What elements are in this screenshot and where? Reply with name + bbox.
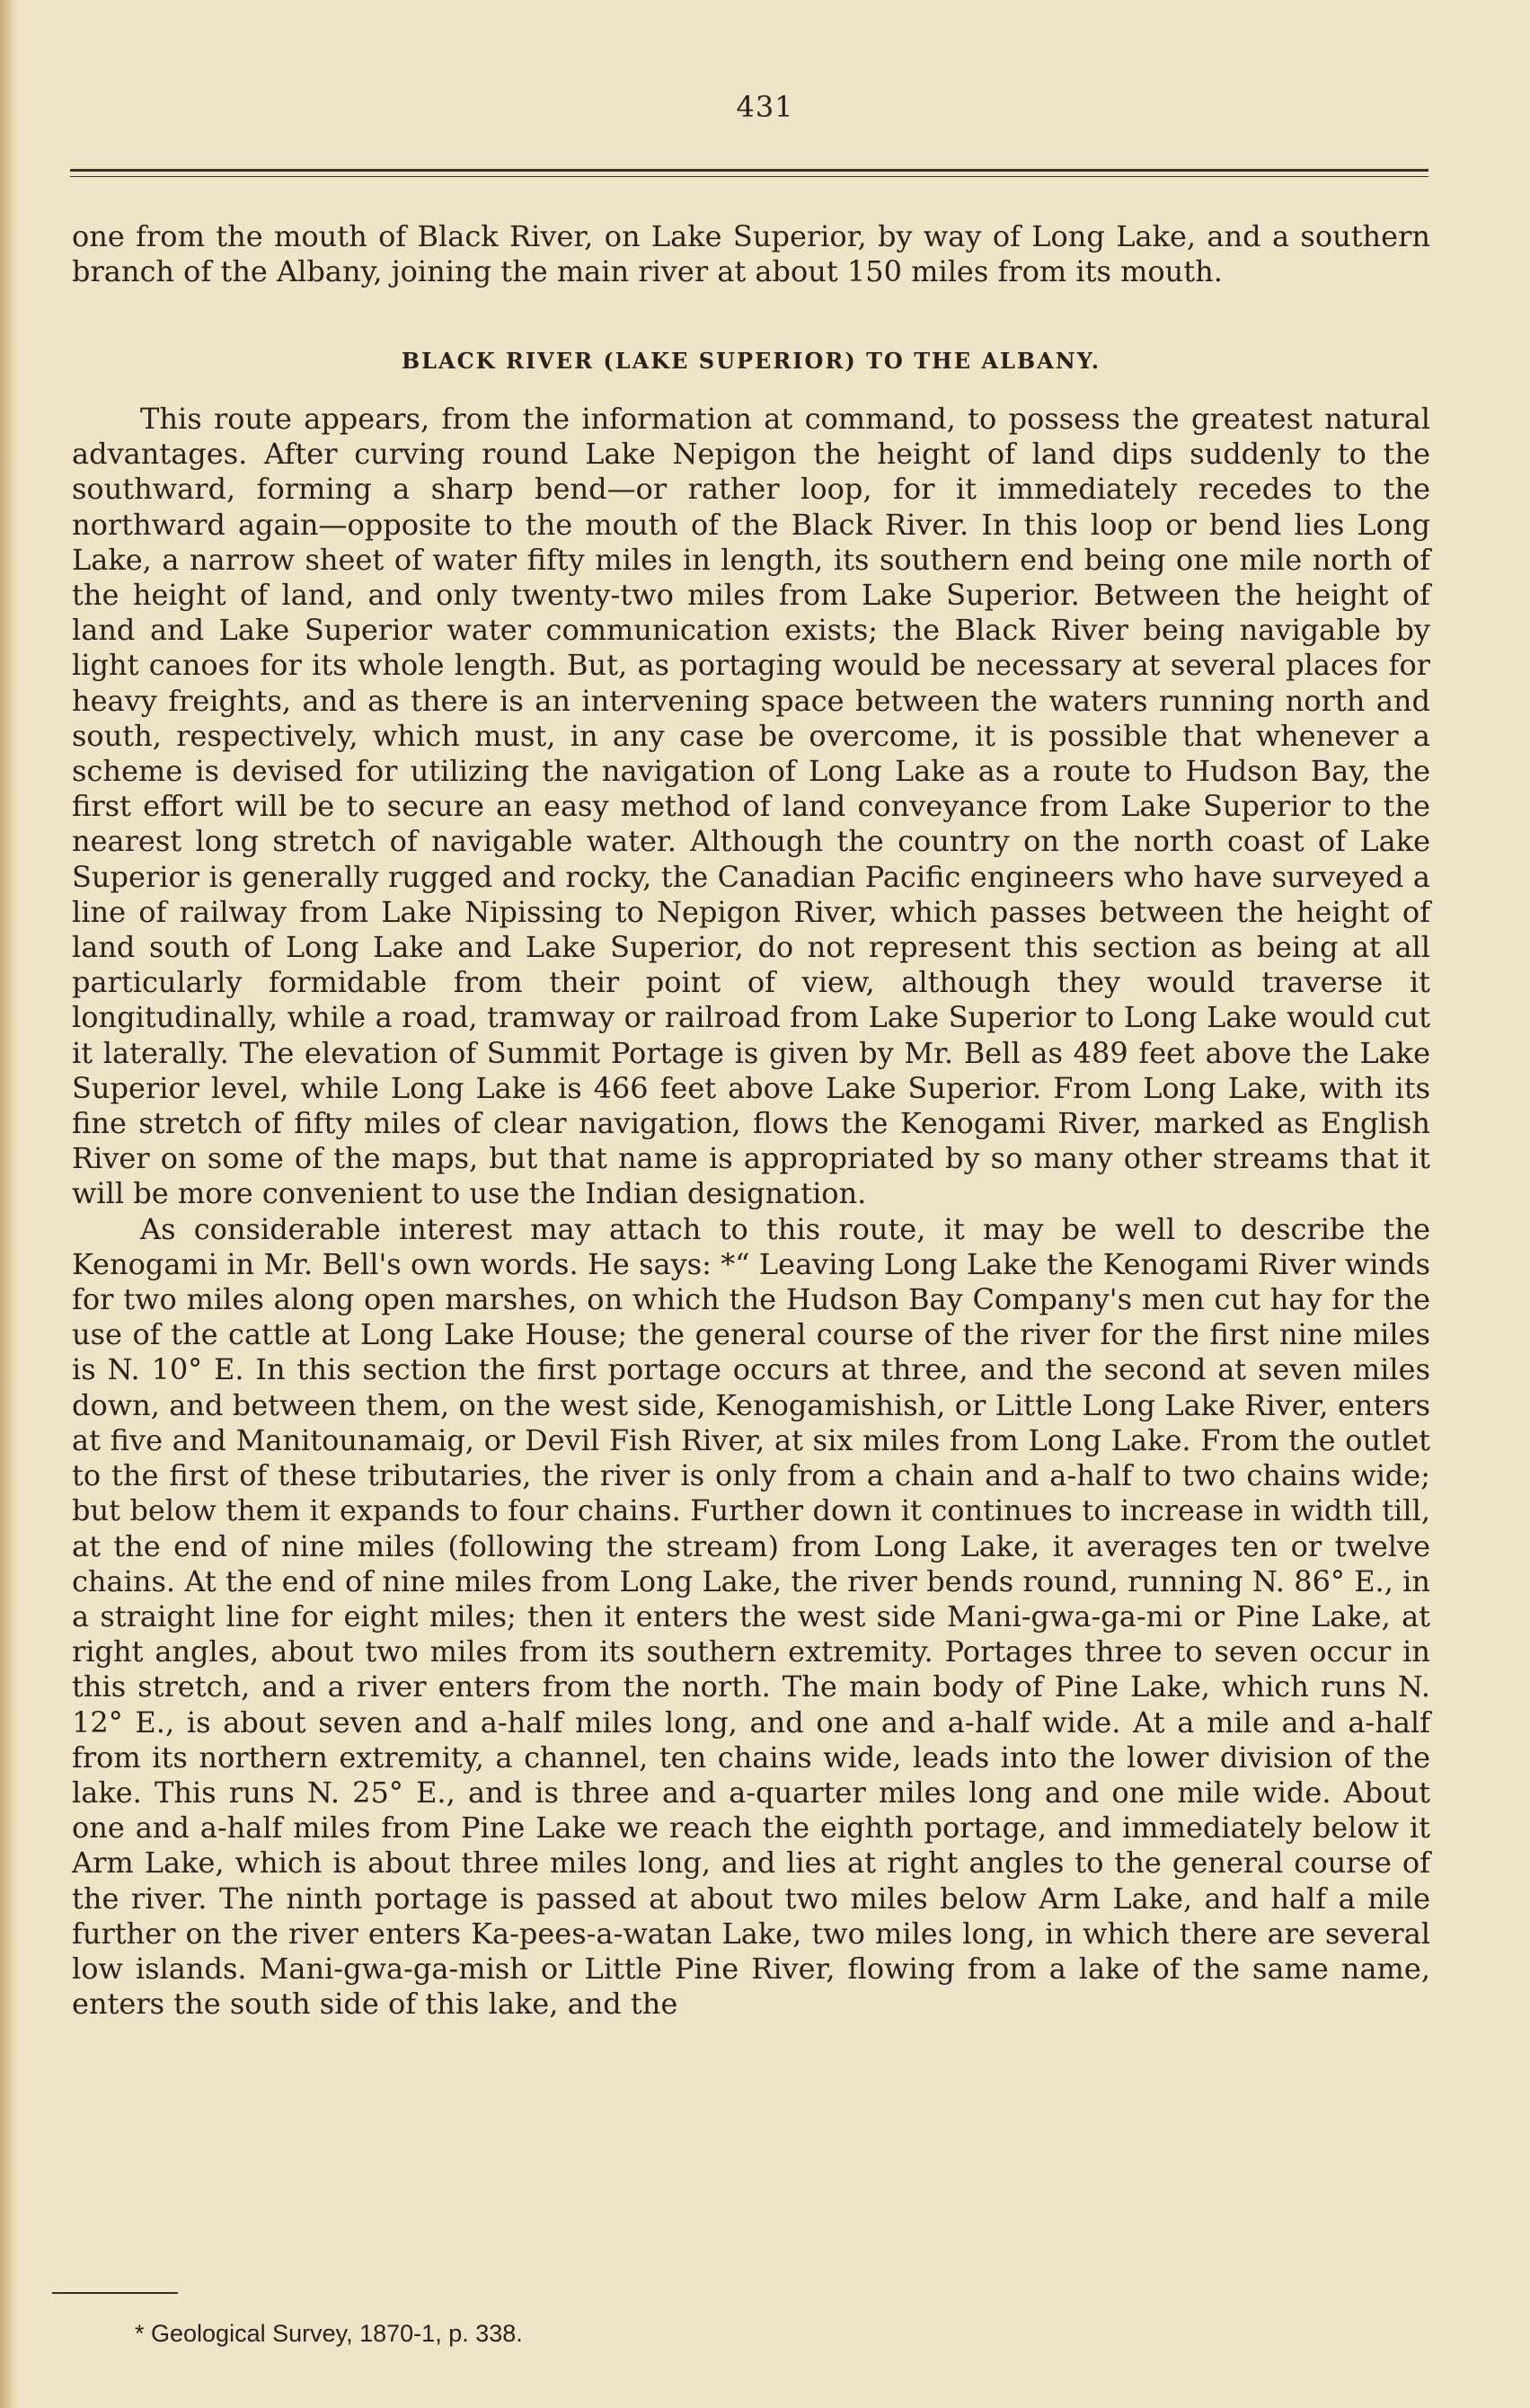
body-text [72, 402, 1430, 2022]
page-edge [0, 0, 20, 2408]
page-number: 431 [736, 90, 794, 124]
paragraph-2: As considerable interest may attach to this route, it may be well to describe the Kenogami in Mr. Bell's own words. He says: *“ Leaving Long Lake the Kenogami River winds for two miles along open marshes, on which the Hudson Bay Company's men cut hay for the use of the cattle at Long Lake House; the general course of the river for the first nine miles is N. 10° E. In this section the first portage occurs at three, and the second at seven miles down, and between them, on the west side, Kenogamishish, or Little Long Lake River, enters at five and Manitounamaig, or Devil Fish River, at six miles from Long Lake. From the outlet to the first of these tributaries, the river is only from a chain and a-half to two chains wide; but below them it expands to four chains. Further down it continues to increase in width till, at the end of nine miles (following the stream) from Long Lake, it averages ten or twelve chains. At the end of nine miles from Long Lake, the river bends round, running N. 86° E., in a straight line for eight miles; then it enters the west side Mani-gwa-ga-mi or Pine Lake, at right angles, about two miles from its southern extremity. Portages three to seven occur in this stretch, and a river enters from the north. The main body of Pine Lake, which runs N. 12° E., is about seven and a-half miles long, and one and a-half wide. At a mile and a-half from its northern extremity, a channel, ten chains wide, leads into the lower division of the lake. This runs N. 25° E., and is three and a-quarter miles long and one mile wide. About one and a-half miles from Pine Lake we reach the eighth portage, and immediately below it Arm Lake, which is about three miles long, and lies at right angles to the general course of the river. The ninth portage is passed at about two miles below Arm Lake, and half a mile further on the river enters Ka-pees-a-watan Lake, two miles long, in which there are several low islands. Mani-gwa-ga-mish or Little Pine River, flowing from a lake of the same name, enters the south side of this lake, and the [72, 1211, 1430, 2022]
section-heading: BLACK RIVER (LAKE SUPERIOR) TO THE ALBANY. [401, 348, 1101, 374]
intro-text: one from the mouth of Black River, on Lake Superior, by way of Long Lake, and a southern branch of the Albany, joining the main river at about 150 miles from its mouth. [72, 219, 1430, 289]
paragraph-1: This route appears, from the information at command, to possess the greatest natural advantages. After curving round Lake Nepigon the height of land dips suddenly to the southward, forming a sharp bend—or rather loop, for it immediately recedes to the northward again—opposite to the mouth of the Black River. In this loop or bend lies Long Lake, a narrow sheet of water fifty miles in length, its southern end being one mile north of the height of land, and only twenty-two miles from Lake Superior. Between the height of land and Lake Superior water communication exists; the Black River being navigable by light canoes for its whole length. But, as portaging would be necessary at several places for heavy freights, and as there is an intervening space between the waters running north and south, respectively, which must, in any case be overcome, it is possible that whenever a scheme is devised for utilizing the navigation of Long Lake as a route to Hudson Bay, the first effort will be to secure an easy method of land conveyance from Lake Superior to the nearest long stretch of navigable water. Although the country on the north coast of Lake Superior is generally rugged and rocky, the Canadian Pacific engineers who have surveyed a line of railway from Lake Nipissing to Nepigon River, which passes between the height of land south of Long Lake and Lake Superior, do not represent this section as being at all particularly formidable from their point of view, although they would traverse it longitudinally, while a road, tramway or railroad from Lake Superior to Long Lake would cut it laterally. The elevation of Summit Portage is given by Mr. Bell as 489 feet above the Lake Superior level, while Long Lake is 466 feet above Lake Superior. From Long Lake, with its fine stretch of fifty miles of clear navigation, flows the Kenogami River, marked as English River on some of the maps, but that name is appropriated by so many other streams that it will be more convenient to use the Indian designation. [72, 402, 1430, 1211]
intro-paragraph [72, 219, 1430, 289]
footnote: * Geological Survey, 1870-1, p. 338. [135, 2320, 523, 2347]
header-rule [70, 169, 1428, 177]
footnote-rule [52, 2292, 178, 2294]
